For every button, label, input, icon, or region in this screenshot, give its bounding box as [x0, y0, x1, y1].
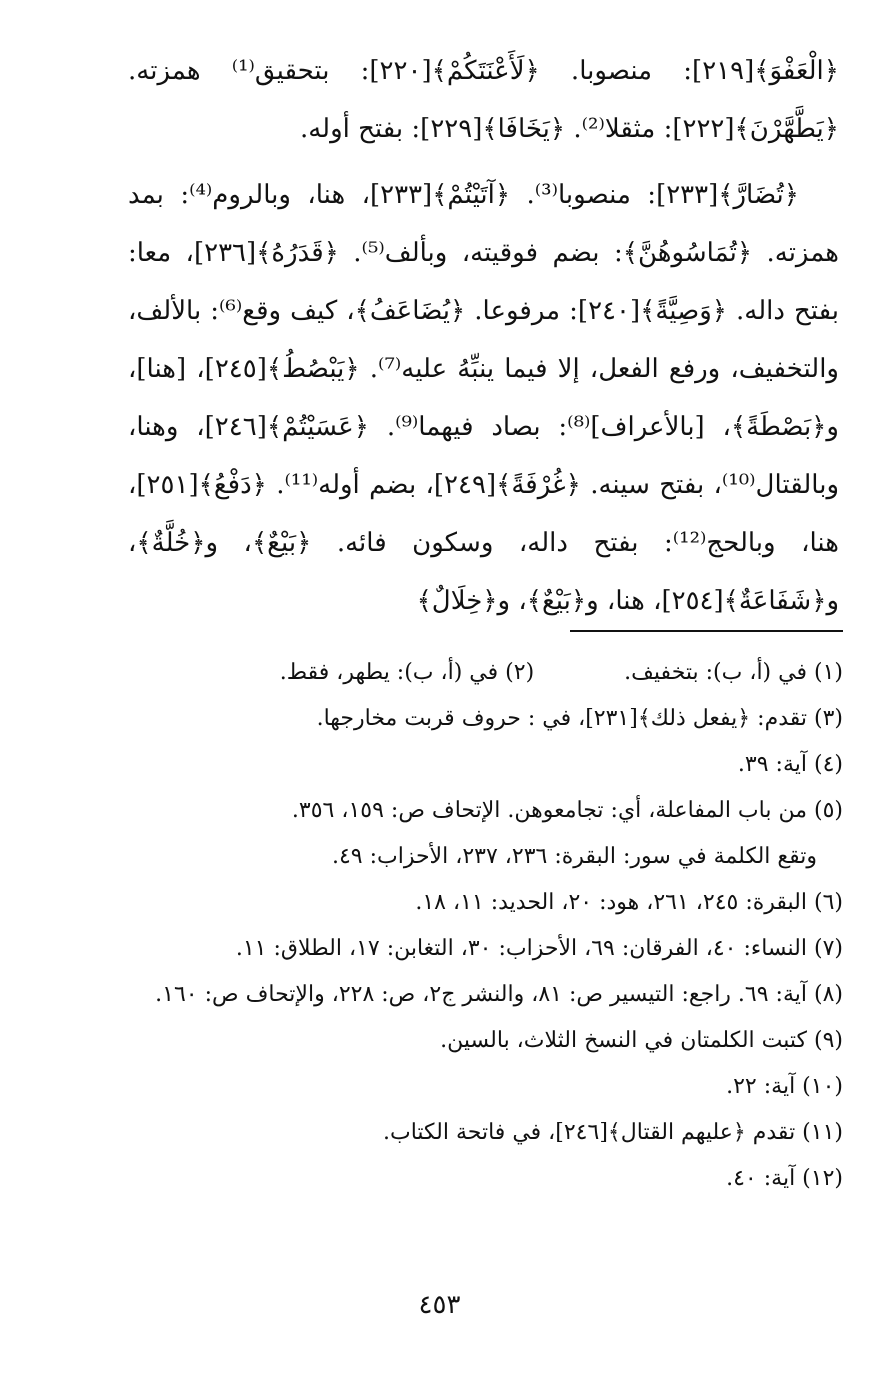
footnote-3: (٣) تقدم: ﴿يفعل ذلك﴾[٢٣١]، في : حروف قربت مخارجها. [316, 706, 843, 731]
footnote-1: (١) في (أ، ب): بتخفيف. [624, 660, 843, 685]
footnote-separator [570, 630, 843, 632]
footnote-2: (٢) في (أ، ب): يطهر، فقط. [279, 660, 535, 685]
footnote-9: (٩) كتبت الكلمتان في النسخ الثلاث، بالسين. [440, 1028, 843, 1053]
footnote-8: (٨) آية: ٦٩. راجع: التيسير ص: ٨١، والنشر ج٢، ص: ٢٢٨، والإتحاف ص: ١٦٠. [155, 982, 843, 1007]
footnote-4: (٤) آية: ٣٩. [737, 752, 843, 777]
paragraph-2: ﴿تُضَارَّ﴾[٢٣٣]: منصوبا⁽³⁾. ﴿آتَيْتُمْ﴾[٢٣٣]، هنا، وبالروم⁽⁴⁾: بمد همزته. ﴿تُمَاسُوهُنَّ﴾: بضم فوقيته، وبألف⁽⁵⁾. ﴿قَدَرُهُ﴾[٢٣٦]، معا: بفتح داله. ﴿وَصِيَّةً﴾[٢٤٠]: مرفوعا. ﴿يُضَاعَفُ﴾، كيف وقع⁽⁶⁾: بالألف، والتخفيف، ورفع الفعل، إلا فيما ينبِّهُ عليه⁽⁷⁾. ﴿يَبْصُطُ﴾[٢٤٥]، [هنا]، و﴿بَصْطَةً﴾، [بالأعراف]⁽⁸⁾: بصاد فيهما⁽⁹⁾. ﴿عَسَيْتُمْ﴾[٢٤٦]، وهنا، وبالقتال⁽¹⁰⁾، بفتح سينه. ﴿غُرْفَةً﴾[٢٤٩]، بضم أوله⁽¹¹⁾. ﴿دَفْعُ﴾[٢٥١]، هنا، وبالحج⁽¹²⁾: بفتح داله، وسكون فائه. ﴿بَيْعٌ﴾، و﴿خُلَّةٌ﴾، و﴿شَفَاعَةٌ﴾[٢٥٤]، هنا، و﴿بَيْعٌ﴾، و﴿خِلَالٌ﴾ [128, 180, 840, 616]
footnote-7: (٧) النساء: ٤٠، الفرقان: ٦٩، الأحزاب: ٣٠، التغابن: ١٧، الطلاق: ١١. [235, 936, 843, 961]
footnote-6: (٦) البقرة: ٢٤٥، ٢٦١، هود: ٢٠، الحديد: ١١، ١٨. [415, 890, 843, 915]
footnote-10: (١٠) آية: ٢٢. [726, 1074, 843, 1099]
footnote-row-1-2 [128, 650, 843, 696]
footnote-12: (١٢) آية: ٤٠. [726, 1166, 843, 1191]
main-text [128, 42, 839, 630]
footnote-11: (١١) تقدم ﴿عليهم القتال﴾[٢٤٦]، في فاتحة الكتاب. [382, 1120, 843, 1145]
paragraph-1: ﴿الْعَفْوَ﴾[٢١٩]: منصوبا. ﴿لَأَعْنَتَكُمْ﴾[٢٢٠]: بتحقيق⁽¹⁾ همزته. ﴿يَطَّهَّرْنَ﴾[٢٢٢]: مثقلا⁽²⁾. ﴿يَخَافَا﴾[٢٢٩]: بفتح أوله. [128, 56, 839, 144]
footnotes [128, 650, 843, 1202]
footnote-5: (٥) من باب المفاعلة، أي: تجامعوهن. الإتحاف ص: ١٥٩، ٣٥٦. [291, 798, 843, 823]
footnote-5-continuation: وتقع الكلمة في سور: البقرة: ٢٣٦، ٢٣٧، الأحزاب: ٤٩. [331, 844, 817, 869]
page-number: ٤٥٣ [418, 1290, 461, 1320]
